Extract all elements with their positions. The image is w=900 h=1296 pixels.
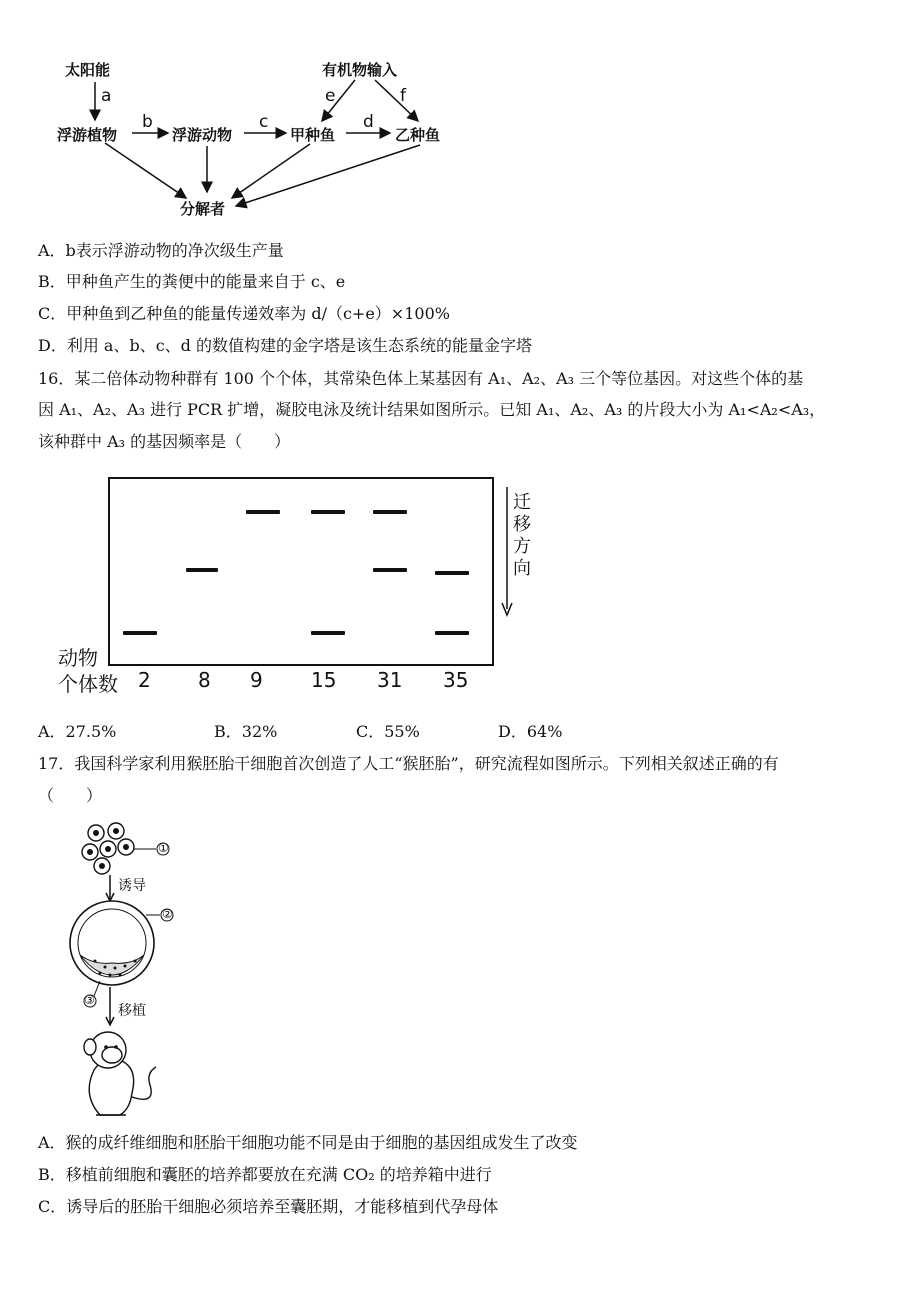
animal-label: 动物 [58, 646, 98, 670]
edge-label-a: a [101, 86, 112, 106]
count-value: 31 [377, 668, 403, 692]
food-web-arrows [0, 0, 470, 225]
embryo-diagram [60, 815, 210, 1125]
q16-option-a: A．27.5% [38, 722, 117, 741]
direction-label-char: 移 [513, 514, 531, 535]
q15-option-a: A．b表示浮游动物的净次级生产量 [38, 241, 284, 260]
node-phytoplankton: 浮游植物 [57, 126, 118, 144]
node-sun: 太阳能 [65, 61, 111, 79]
transplant-label: 移植 [118, 1003, 146, 1019]
node-fish-a: 甲种鱼 [290, 126, 336, 144]
gel-band [435, 631, 469, 635]
q17-stem-line2: （ ） [38, 786, 103, 805]
q16-stem-line3: 该种群中 A₃ 的基因频率是（ ） [38, 432, 291, 451]
marker-1: ① [158, 841, 169, 855]
q16-stem-line2: 因 A₁、A₂、A₃ 进行 PCR 扩增，凝胶电泳及统计结果如图所示。已知 A₁、A₂、A₃ 的片段大小为 A₁<A₂<A₃， [38, 400, 826, 419]
gel-figure [0, 470, 560, 700]
q16-option-b: B．32% [214, 722, 278, 741]
node-organic-input: 有机物输入 [322, 61, 398, 79]
gel-band [311, 510, 345, 514]
q15-option-b: B．甲种鱼产生的粪便中的能量来自于 c、e [38, 272, 346, 291]
direction-label-char: 迁 [513, 492, 531, 513]
count-value: 2 [138, 668, 151, 692]
edge-label-d: d [363, 112, 374, 132]
q16-option-c: C．55% [356, 722, 420, 741]
gel-band [435, 571, 469, 575]
marker-3: ③ [84, 993, 95, 1007]
induce-label: 诱导 [118, 878, 146, 894]
migration-arrow [500, 485, 514, 617]
gel-band [373, 510, 407, 514]
marker-2: ② [162, 907, 173, 921]
count-value: 15 [311, 668, 337, 692]
gel-band [123, 631, 157, 635]
direction-label-char: 向 [513, 558, 531, 579]
node-zooplankton: 浮游动物 [172, 126, 233, 144]
q16-option-d: D．64% [498, 722, 563, 741]
gel-band [373, 568, 407, 572]
edge-label-c: c [259, 112, 269, 132]
q16-stem-line1: 16．某二倍体动物种群有 100 个个体，其常染色体上某基因有 A₁、A₂、A₃ 三个等位基因。对这些个体的基 [38, 369, 804, 388]
q17-option-a: A．猴的成纤维细胞和胚胎干细胞功能不同是由于细胞的基因组成发生了改变 [38, 1133, 578, 1152]
direction-label-char: 方 [513, 536, 531, 557]
q17-stem-line1: 17．我国科学家利用猴胚胎干细胞首次创造了人工“猴胚胎”，研究流程如图所示。下列相关叙述正确的有 [38, 754, 779, 773]
embryo-illustration [60, 815, 210, 1125]
node-fish-b: 乙种鱼 [395, 126, 441, 144]
q15-option-d: D．利用 a、b、c、d 的数值构建的金字塔是该生态系统的能量金字塔 [38, 336, 532, 355]
gel-band [186, 568, 218, 572]
count-value: 35 [443, 668, 469, 692]
individual-count-label: 个体数 [58, 672, 118, 696]
food-web-diagram [0, 0, 470, 225]
node-decomposer: 分解者 [180, 200, 226, 218]
count-value: 9 [250, 668, 263, 692]
q17-option-c: C．诱导后的胚胎干细胞必须培养至囊胚期，才能移植到代孕母体 [38, 1197, 499, 1216]
count-value: 8 [198, 668, 211, 692]
edge-label-e: e [325, 86, 336, 106]
q15-option-c: C．甲种鱼到乙种鱼的能量传递效率为 d/（c+e）×100% [38, 304, 450, 323]
edge-label-b: b [142, 112, 153, 132]
gel-band [311, 631, 345, 635]
q17-option-b: B．移植前细胞和囊胚的培养都要放在充满 CO₂ 的培养箱中进行 [38, 1165, 492, 1184]
edge-label-f: f [400, 86, 406, 106]
gel-band [246, 510, 280, 514]
